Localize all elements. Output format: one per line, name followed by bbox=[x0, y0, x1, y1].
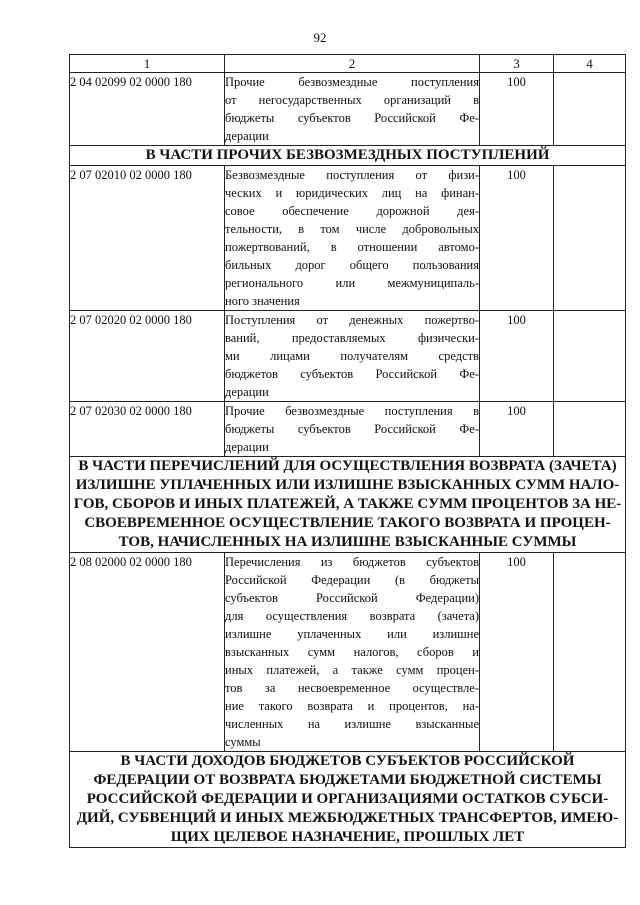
section-heading bbox=[70, 146, 626, 166]
empty-cell bbox=[554, 553, 626, 752]
revenue-name-line: Российской Федерации (в бюджеты bbox=[225, 573, 479, 587]
revenue-name bbox=[225, 553, 480, 752]
distribution-rate: 100 bbox=[480, 402, 554, 457]
section-heading bbox=[70, 457, 626, 553]
revenue-name-line: Прочие безвозмездные поступления в bbox=[225, 404, 479, 418]
section-heading-line: ФЕДЕРАЦИИ ОТ ВОЗВРАТА БЮДЖЕТАМИ БЮДЖЕТНОЙ СИСТЕМЫ bbox=[93, 772, 602, 788]
revenue-name-line: дерации bbox=[225, 385, 269, 399]
revenue-name-line: дерации bbox=[225, 129, 269, 143]
section-heading-line: ИЗЛИШНЕ УПЛАЧЕННЫХ ИЛИ ИЗЛИШНЕ ВЗЫСКАННЫХ СУММ НАЛО- bbox=[75, 477, 620, 493]
revenue-name-line: для осуществления возврата (зачета) bbox=[225, 609, 479, 623]
section-heading-line: СВОЕВРЕМЕННОЕ ОСУЩЕСТВЛЕНИЕ ТАКОГО ВОЗВРАТА И ПРОЦЕН- bbox=[84, 515, 611, 531]
revenue-name-line: от негосударственных организаций в bbox=[225, 93, 479, 107]
section-heading-line: ДИЙ, СУБВЕНЦИЙ И ИНЫХ МЕЖБЮДЖЕТНЫХ ТРАНСФЕРТОВ, ИМЕЮ- bbox=[76, 810, 619, 826]
revenue-name-line: дерации bbox=[225, 440, 269, 454]
revenue-name-line: Прочие безвозмездные поступления bbox=[225, 75, 479, 89]
empty-cell bbox=[554, 73, 626, 146]
table-row bbox=[70, 311, 626, 402]
header-cell-extra: 4 bbox=[554, 55, 626, 73]
section-heading-line: ЩИХ ЦЕЛЕВОЕ НАЗНАЧЕНИЕ, ПРОШЛЫХ ЛЕТ bbox=[170, 829, 525, 845]
table-row bbox=[70, 73, 626, 146]
revenue-name-line: Поступления от денежных пожертво- bbox=[225, 313, 479, 327]
distribution-rate: 100 bbox=[480, 311, 554, 402]
section-heading-row bbox=[70, 146, 626, 166]
revenue-name-line: регионального или межмуниципаль- bbox=[225, 276, 479, 290]
revenue-name-line: пожертвований, в отношении автомо- bbox=[225, 240, 479, 254]
revenue-name bbox=[225, 311, 480, 402]
empty-cell bbox=[554, 166, 626, 311]
section-heading-line: В ЧАСТИ ПРОЧИХ БЕЗВОЗМЕЗДНЫХ ПОСТУПЛЕНИЙ bbox=[145, 147, 550, 163]
budget-code: 2 04 02099 02 0000 180 bbox=[70, 73, 225, 146]
revenue-name bbox=[225, 402, 480, 457]
revenue-name-line: ваний, предоставляемых физически- bbox=[225, 331, 479, 345]
revenue-name-line: бюджеты субъектов Российской Фе- bbox=[225, 422, 479, 436]
budget-code: 2 07 02010 02 0000 180 bbox=[70, 166, 225, 311]
revenue-name-line: бильных дорог общего пользования bbox=[225, 258, 479, 272]
revenue-name-line: тельности, в том числе добровольных bbox=[225, 222, 479, 236]
revenue-name-line: ного значения bbox=[225, 294, 300, 308]
revenue-name-line: бюджетов субъектов Российской Фе- bbox=[225, 367, 479, 381]
revenue-name-line: тов за несвоевременное осуществле- bbox=[225, 681, 479, 695]
distribution-rate: 100 bbox=[480, 73, 554, 146]
section-heading bbox=[70, 752, 626, 848]
distribution-rate: 100 bbox=[480, 553, 554, 752]
budget-classification-table bbox=[69, 54, 626, 848]
section-heading-line: РОССИЙСКОЙ ФЕДЕРАЦИИ И ОРГАНИЗАЦИЯМИ ОСТАТКОВ СУБСИ- bbox=[86, 791, 609, 807]
header-cell-code: 1 bbox=[70, 55, 225, 73]
revenue-name bbox=[225, 166, 480, 311]
section-heading-line: В ЧАСТИ ДОХОДОВ БЮДЖЕТОВ СУБЪЕКТОВ РОССИЙСКОЙ bbox=[120, 753, 575, 769]
section-heading-line: В ЧАСТИ ПЕРЕЧИСЛЕНИЙ ДЛЯ ОСУЩЕСТВЛЕНИЯ ВОЗВРАТА (ЗАЧЕТА) bbox=[78, 458, 617, 474]
revenue-name-line: Безвозмездные поступления от физи- bbox=[225, 168, 479, 182]
revenue-name-line: суммы bbox=[225, 735, 261, 749]
section-heading-row bbox=[70, 752, 626, 848]
distribution-rate: 100 bbox=[480, 166, 554, 311]
section-heading-line: ГОВ, СБОРОВ И ИНЫХ ПЛАТЕЖЕЙ, А ТАКЖЕ СУММ ПРОЦЕНТОВ ЗА НЕ- bbox=[73, 496, 622, 512]
section-heading-line: ТОВ, НАЧИСЛЕННЫХ НА ИЗЛИШНЕ ВЗЫСКАННЫЕ СУММЫ bbox=[118, 534, 577, 550]
section-heading-row bbox=[70, 457, 626, 553]
header-row bbox=[70, 55, 626, 73]
revenue-name-line: субъектов Российской Федерации) bbox=[225, 591, 479, 605]
budget-code: 2 08 02000 02 0000 180 bbox=[70, 553, 225, 752]
revenue-name-line: Перечисления из бюджетов субъектов bbox=[225, 555, 479, 569]
table-row bbox=[70, 166, 626, 311]
revenue-name-line: излишне уплаченных или излишне bbox=[225, 627, 479, 641]
revenue-name-line: взысканных сумм налогов, сборов и bbox=[225, 645, 479, 659]
empty-cell bbox=[554, 402, 626, 457]
budget-code: 2 07 02020 02 0000 180 bbox=[70, 311, 225, 402]
table-row bbox=[70, 402, 626, 457]
revenue-name-line: ние такого возврата и процентов, на- bbox=[225, 699, 479, 713]
revenue-name bbox=[225, 73, 480, 146]
empty-cell bbox=[554, 311, 626, 402]
revenue-name-line: совое обеспечение дорожной дея- bbox=[225, 204, 479, 218]
revenue-name-line: ми лицами получателям средств bbox=[225, 349, 479, 363]
revenue-name-line: численных на излишне взысканные bbox=[225, 717, 479, 731]
table-row bbox=[70, 553, 626, 752]
header-cell-rate: 3 bbox=[480, 55, 554, 73]
header-cell-name: 2 bbox=[225, 55, 480, 73]
page-number: 92 bbox=[313, 30, 327, 45]
revenue-name-line: бюджеты субъектов Российской Фе- bbox=[225, 111, 479, 125]
revenue-name-line: ческих и юридических лиц на финан- bbox=[225, 186, 479, 200]
budget-code: 2 07 02030 02 0000 180 bbox=[70, 402, 225, 457]
revenue-name-line: иных платежей, а также сумм процен- bbox=[225, 663, 479, 677]
